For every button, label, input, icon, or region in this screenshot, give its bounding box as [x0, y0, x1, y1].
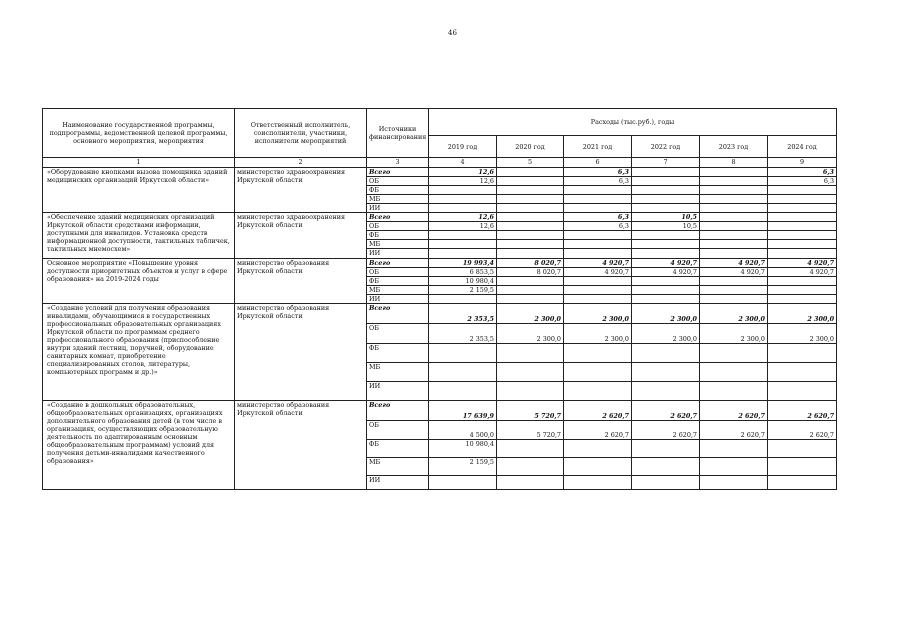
expense-value: 19 993,4	[429, 259, 497, 268]
expense-value	[497, 231, 564, 240]
expense-value	[632, 186, 700, 195]
expense-value: 2 159,5	[429, 458, 497, 476]
expense-value: 2 620,7	[564, 401, 632, 421]
expense-value	[564, 286, 632, 295]
expense-value	[497, 363, 564, 382]
expense-value	[632, 277, 700, 286]
expense-value: 5 720,7	[497, 421, 564, 440]
expense-value	[497, 249, 564, 259]
expense-value: 2 620,7	[768, 401, 837, 421]
expense-value	[429, 231, 497, 240]
expense-value: 4 920,7	[632, 268, 700, 277]
executor: министерство образования Иркутской области	[235, 401, 367, 490]
expense-value: 2 300,0	[768, 304, 837, 324]
expense-value	[700, 440, 768, 458]
table-row	[43, 304, 837, 324]
header-year: 2022 год	[632, 136, 700, 158]
expense-value	[700, 195, 768, 204]
expense-value: 10 980,4	[429, 440, 497, 458]
column-number: 8	[700, 158, 768, 168]
expense-value	[632, 476, 700, 490]
column-number: 9	[768, 158, 837, 168]
expense-value	[564, 363, 632, 382]
expense-value	[768, 240, 837, 249]
expense-value	[768, 231, 837, 240]
expense-value	[497, 195, 564, 204]
expense-value: 2 300,0	[768, 324, 837, 344]
expense-value	[564, 295, 632, 304]
expense-value: 10,5	[632, 213, 700, 222]
expense-value	[768, 344, 837, 363]
expense-value: 4 500,0	[429, 421, 497, 440]
funding-source: ИИ	[367, 295, 429, 304]
expense-value	[564, 440, 632, 458]
expense-value	[497, 213, 564, 222]
expense-value: 2 300,0	[700, 324, 768, 344]
executor: министерство образования Иркутской области	[235, 304, 367, 401]
expense-value	[700, 476, 768, 490]
expense-value	[632, 382, 700, 401]
expense-value: 2 300,0	[632, 324, 700, 344]
expense-value	[497, 295, 564, 304]
expense-value: 2 620,7	[564, 421, 632, 440]
funding-source: Всего	[367, 401, 429, 421]
expense-value: 4 920,7	[768, 259, 837, 268]
header-year: 2024 год	[768, 136, 837, 158]
expense-value: 2 159,5	[429, 286, 497, 295]
expense-value	[632, 204, 700, 213]
executor: министерство здравоохранения Иркутской области	[235, 213, 367, 259]
expense-value	[564, 382, 632, 401]
expense-value: 12,6	[429, 177, 497, 186]
expense-value	[768, 440, 837, 458]
expense-value: 4 920,7	[632, 259, 700, 268]
expense-value	[497, 177, 564, 186]
funding-source: ФБ	[367, 277, 429, 286]
expense-value	[564, 277, 632, 286]
expense-value	[429, 476, 497, 490]
expense-value	[632, 168, 700, 177]
expense-value	[768, 249, 837, 259]
expense-value	[632, 295, 700, 304]
expense-value	[700, 177, 768, 186]
expense-value	[700, 382, 768, 401]
expense-value	[497, 186, 564, 195]
expense-value	[768, 195, 837, 204]
expense-value	[632, 231, 700, 240]
funding-source: ИИ	[367, 249, 429, 259]
header-year: 2021 год	[564, 136, 632, 158]
expense-value	[632, 286, 700, 295]
funding-source: МБ	[367, 195, 429, 204]
expense-value: 4 920,7	[700, 268, 768, 277]
expense-value: 2 620,7	[700, 421, 768, 440]
expense-value: 12,6	[429, 222, 497, 231]
activity-name: «Оборудование кнопками вызова помощника зданий медицинских организаций Иркутской области»	[43, 168, 235, 213]
expense-value	[700, 363, 768, 382]
expense-value: 2 620,7	[632, 421, 700, 440]
expense-value: 6,3	[768, 168, 837, 177]
expense-value	[497, 168, 564, 177]
expense-value	[768, 186, 837, 195]
expense-value: 4 920,7	[700, 259, 768, 268]
column-number: 7	[632, 158, 700, 168]
expense-value: 2 353,5	[429, 304, 497, 324]
expense-value	[700, 213, 768, 222]
expense-value: 12,6	[429, 168, 497, 177]
expense-value: 5 720,7	[497, 401, 564, 421]
column-number: 3	[367, 158, 429, 168]
expense-value	[768, 476, 837, 490]
expense-value: 17 639,9	[429, 401, 497, 421]
header-expenses: Расходы (тыс.руб.), годы	[429, 109, 837, 136]
expense-value	[564, 231, 632, 240]
expense-value	[429, 295, 497, 304]
activity-name: Основное мероприятие «Повышение уровня доступности приоритетных объектов и услуг в сфере образования» на 2019-2024 годы	[43, 259, 235, 304]
expense-value	[632, 240, 700, 249]
expense-value	[497, 277, 564, 286]
expense-value	[632, 458, 700, 476]
executor: министерство здравоохранения Иркутской области	[235, 168, 367, 213]
expense-value	[497, 286, 564, 295]
expense-value: 2 620,7	[768, 421, 837, 440]
expense-value	[497, 222, 564, 231]
column-number: 5	[497, 158, 564, 168]
expense-value	[768, 295, 837, 304]
expense-value: 2 300,0	[497, 324, 564, 344]
expense-value	[768, 213, 837, 222]
funding-source: МБ	[367, 286, 429, 295]
expense-value	[497, 476, 564, 490]
expense-value: 2 300,0	[632, 304, 700, 324]
funding-source: МБ	[367, 363, 429, 382]
funding-source: ИИ	[367, 382, 429, 401]
expense-value	[564, 249, 632, 259]
expense-value	[497, 240, 564, 249]
expense-value	[564, 344, 632, 363]
funding-source: Всего	[367, 259, 429, 268]
expense-value: 6,3	[564, 213, 632, 222]
expense-value	[700, 458, 768, 476]
expense-value	[632, 249, 700, 259]
expense-value	[700, 277, 768, 286]
expense-value: 2 300,0	[700, 304, 768, 324]
page-number: 46	[448, 29, 457, 37]
expense-value: 4 920,7	[564, 268, 632, 277]
expense-value	[497, 382, 564, 401]
expense-value	[700, 231, 768, 240]
column-number: 2	[235, 158, 367, 168]
expense-value: 6,3	[564, 177, 632, 186]
expense-value	[564, 186, 632, 195]
activity-name: «Обеспечение зданий медицинских организаций Иркутской области средствами информации, доступными для инвалидов. Установка средств информационной доступности, тактильных табличек, тактильных мнемосхем»	[43, 213, 235, 259]
expense-value	[700, 240, 768, 249]
header-year: 2020 год	[497, 136, 564, 158]
expense-value	[768, 458, 837, 476]
expense-value: 8 020,7	[497, 259, 564, 268]
expense-value: 2 620,7	[700, 401, 768, 421]
funding-source: Всего	[367, 213, 429, 222]
expense-value	[429, 344, 497, 363]
table-row	[43, 259, 837, 268]
expense-value	[632, 440, 700, 458]
funding-source: ИИ	[367, 476, 429, 490]
funding-source: ФБ	[367, 440, 429, 458]
expense-value: 6 853,5	[429, 268, 497, 277]
expense-value	[429, 249, 497, 259]
expense-value: 4 920,7	[564, 259, 632, 268]
expense-value: 2 300,0	[564, 324, 632, 344]
expense-value	[768, 222, 837, 231]
funding-source: МБ	[367, 240, 429, 249]
expense-value: 12,6	[429, 213, 497, 222]
activity-name: «Создание условий для получения образования инвалидами, обучающимися в государственных профессиональных образовательных организациях Иркутской области по программам среднего профессионального образования (приспособление внутри зданий лестниц, поручней, оборудование санитарных комнат, приобретение специализированных столов, литературы, компьютерных программ и др.)»	[43, 304, 235, 401]
expense-value: 10 980,4	[429, 277, 497, 286]
funding-source: ФБ	[367, 186, 429, 195]
expense-value	[700, 222, 768, 231]
expense-value: 4 920,7	[768, 268, 837, 277]
expense-value	[632, 363, 700, 382]
expense-value	[768, 382, 837, 401]
header-year: 2023 год	[700, 136, 768, 158]
header-executor: Ответственный исполнитель, соисполнители, участники, исполнители мероприятий	[235, 109, 367, 158]
expense-value	[632, 195, 700, 204]
executor: министерство образования Иркутской области	[235, 259, 367, 304]
expense-value	[632, 344, 700, 363]
funding-source: ОБ	[367, 177, 429, 186]
expense-value: 2 620,7	[632, 401, 700, 421]
expense-value	[429, 195, 497, 204]
expense-value	[429, 204, 497, 213]
column-number: 6	[564, 158, 632, 168]
expense-value	[632, 177, 700, 186]
funding-source: ФБ	[367, 231, 429, 240]
funding-source: ОБ	[367, 222, 429, 231]
funding-source: ФБ	[367, 344, 429, 363]
expense-value	[700, 249, 768, 259]
expense-value	[564, 240, 632, 249]
expense-value: 2 300,0	[564, 304, 632, 324]
expense-value: 6,3	[564, 168, 632, 177]
expense-value	[564, 195, 632, 204]
expense-value	[497, 440, 564, 458]
expense-value: 6,3	[564, 222, 632, 231]
expense-value	[768, 277, 837, 286]
expense-value	[497, 458, 564, 476]
funding-source: МБ	[367, 458, 429, 476]
header-year: 2019 год	[429, 136, 497, 158]
expenses-table	[42, 108, 837, 490]
expense-value	[429, 382, 497, 401]
expense-value	[700, 295, 768, 304]
table-row	[43, 213, 837, 222]
expense-value: 10,5	[632, 222, 700, 231]
expense-value	[768, 363, 837, 382]
expense-value	[564, 476, 632, 490]
activity-name: «Создание в дошкольных образовательных, общеобразовательных организациях, организациях дополнительного образования детей (в том числе в организациях, осуществляющих образовательную деятельность по адаптированным основным общеобразовательным программам) условий для получения детьми-инвалидами качественного образования»	[43, 401, 235, 490]
expense-value	[700, 286, 768, 295]
funding-source: Всего	[367, 304, 429, 324]
header-source: Источники финансирования	[367, 109, 429, 158]
expense-value	[700, 186, 768, 195]
funding-source: ОБ	[367, 324, 429, 344]
expense-value: 8 020,7	[497, 268, 564, 277]
expense-value	[700, 168, 768, 177]
header-name: Наименование государственной программы, подпрограммы, ведомственной целевой программы, основного мероприятия, мероприятия	[43, 109, 235, 158]
expense-value	[768, 204, 837, 213]
expense-value	[768, 286, 837, 295]
expense-value	[497, 344, 564, 363]
table-row	[43, 401, 837, 421]
funding-source: ОБ	[367, 268, 429, 277]
column-number: 4	[429, 158, 497, 168]
funding-source: ОБ	[367, 421, 429, 440]
expense-value	[700, 204, 768, 213]
funding-source: ИИ	[367, 204, 429, 213]
funding-source: Всего	[367, 168, 429, 177]
column-number: 1	[43, 158, 235, 168]
expense-value	[700, 344, 768, 363]
expense-value: 2 300,0	[497, 304, 564, 324]
expense-value: 2 353,5	[429, 324, 497, 344]
expense-value	[429, 363, 497, 382]
expense-value	[429, 186, 497, 195]
expense-value	[564, 458, 632, 476]
expense-value	[429, 240, 497, 249]
table-row	[43, 168, 837, 177]
expense-value	[497, 204, 564, 213]
expense-value: 6,3	[768, 177, 837, 186]
expense-value	[564, 204, 632, 213]
